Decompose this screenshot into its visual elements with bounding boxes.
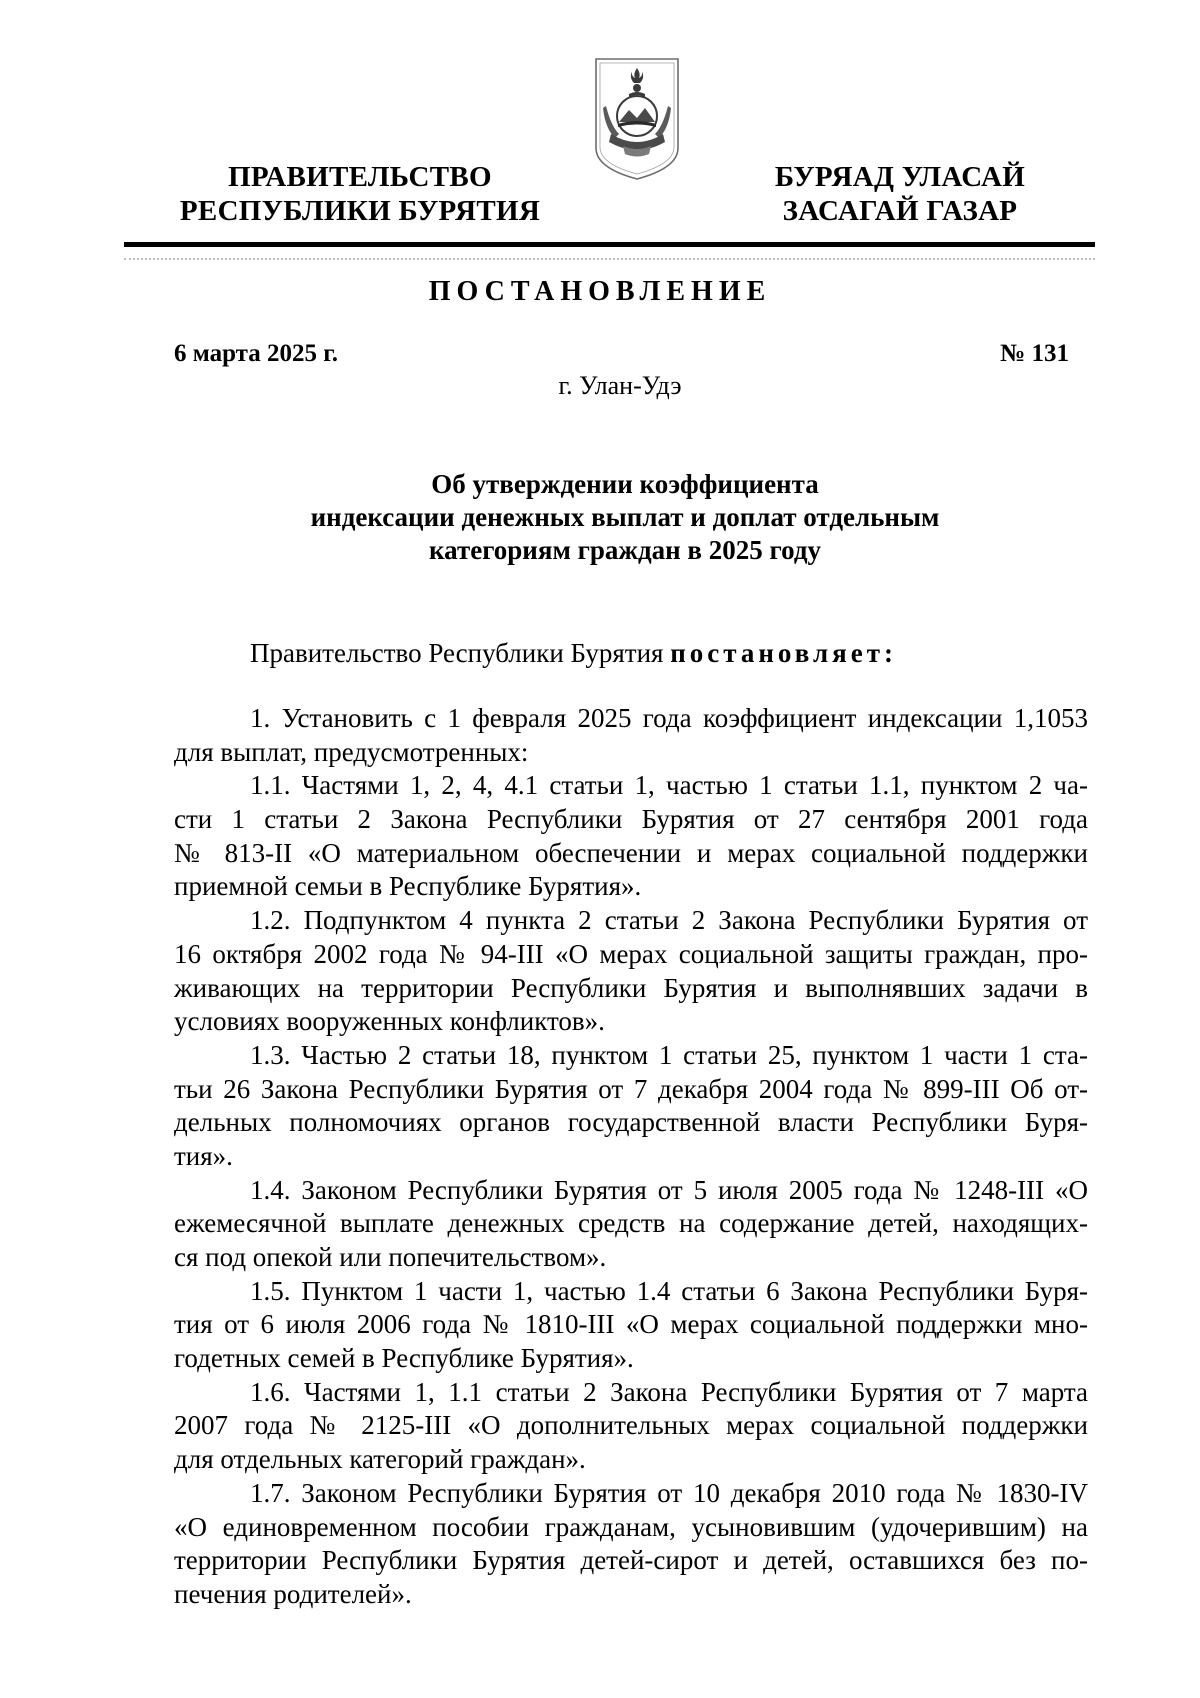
body-line: для отдельных категорий граждан».	[174, 1444, 586, 1475]
body-line: ся под опекой или попечительством».	[174, 1242, 607, 1272]
preamble-text: Правительство Республики Бурятия	[250, 638, 671, 668]
document-date: 6 марта 2025 г.	[174, 340, 339, 367]
org-name-buryat-line-1: БУРЯАД УЛАСАЙ	[774, 161, 1026, 193]
body-line: 1.7. Законом Республики Бурятия от 10 декабря 2010 года № 1830-IV	[250, 1477, 1088, 1508]
body-line: № 813-II «О материальном обеспечении и мерах социальной поддержки	[174, 837, 1088, 868]
body-line: для выплат, предусмотренных:	[174, 736, 529, 767]
document-title-line: категориям граждан в 2025 году	[429, 535, 821, 565]
body-line: 1. Установить с 1 февраля 2025 года коэффициент индексации 1,1053	[250, 703, 1088, 733]
body-line: печения родителей».	[174, 1578, 412, 1609]
header-divider-thick	[124, 242, 1095, 247]
body-line: живающих на территории Республики Бурятия и выполнявших задачи в	[174, 972, 1088, 1003]
body-line: тьи 26 Закона Республики Бурятия от 7 декабря 2004 года № 899-III Об от-	[174, 1073, 1088, 1104]
document-title-line: Об утверждении коэффициента	[431, 469, 819, 499]
body-line: территории Республики Бурятия детей-сирот и детей, оставшихся без по-	[174, 1545, 1088, 1576]
body-line: годетных семей в Республике Бурятия».	[174, 1343, 634, 1374]
body-line: «О единовременном пособии гражданам, усыновившим (удочерившим) на	[174, 1511, 1088, 1542]
document-title	[200, 468, 1050, 567]
body-line: 1.6. Частями 1, 1.1 статьи 2 Закона Республики Бурятия от 7 марта	[250, 1376, 1088, 1407]
org-name-buryat-line-2: ЗАСАГАЙ ГАЗАР	[782, 195, 1018, 227]
document-number: № 131	[1000, 340, 1069, 367]
header-divider-thin	[124, 258, 1095, 260]
preamble-emphasis: постановляет:	[670, 638, 897, 668]
document-body	[174, 702, 1088, 1612]
body-line: 16 октября 2002 года № 94-III «О мерах социальной защиты граждан, про-	[174, 938, 1088, 969]
org-name-russian	[160, 160, 560, 228]
body-line: ежемесячной выплате денежных средств на содержание детей, находящих-	[174, 1208, 1088, 1239]
org-name-buryat	[700, 160, 1100, 228]
body-line: тия».	[174, 1140, 233, 1171]
body-line: 1.1. Частями 1, 2, 4, 4.1 статьи 1, частью 1 статьи 1.1, пунктом 2 ча-	[250, 770, 1088, 801]
document-city: г. Улан-Удэ	[558, 371, 682, 400]
coat-of-arms-icon	[593, 56, 681, 182]
body-line: условиях вооруженных конфликтов».	[174, 1006, 605, 1037]
body-line: 1.2. Подпунктом 4 пункта 2 статьи 2 Закона Республики Бурятия от	[250, 905, 1088, 936]
preamble	[250, 638, 897, 669]
document-title-line: индексации денежных выплат и доплат отдельным	[310, 502, 940, 532]
body-line: сти 1 статьи 2 Закона Республики Бурятия от 27 сентября 2001 года	[174, 804, 1088, 835]
body-line: 1.5. Пунктом 1 части 1, частью 1.4 статьи 6 Закона Республики Буря-	[250, 1275, 1088, 1306]
org-name-russian-line-2: РЕСПУБЛИКИ БУРЯТИЯ	[179, 195, 541, 227]
document-type: ПОСТАНОВЛЕНИЕ	[428, 276, 772, 307]
body-line: тия от 6 июля 2006 года № 1810-III «О мерах социальной поддержки мно-	[174, 1309, 1088, 1340]
body-line: дельных полномочиях органов государственной власти Республики Буря-	[174, 1107, 1088, 1138]
org-name-russian-line-1: ПРАВИТЕЛЬСТВО	[228, 161, 492, 193]
body-line: 2007 года № 2125-III «О дополнительных мерах социальной поддержки	[174, 1410, 1088, 1441]
body-line: приемной семьи в Республике Бурятия».	[174, 871, 642, 902]
body-line: 1.4. Законом Республики Бурятия от 5 июля 2005 года № 1248-III «О	[250, 1174, 1088, 1205]
body-line: 1.3. Частью 2 статьи 18, пунктом 1 статьи 25, пунктом 1 части 1 ста-	[250, 1039, 1088, 1070]
